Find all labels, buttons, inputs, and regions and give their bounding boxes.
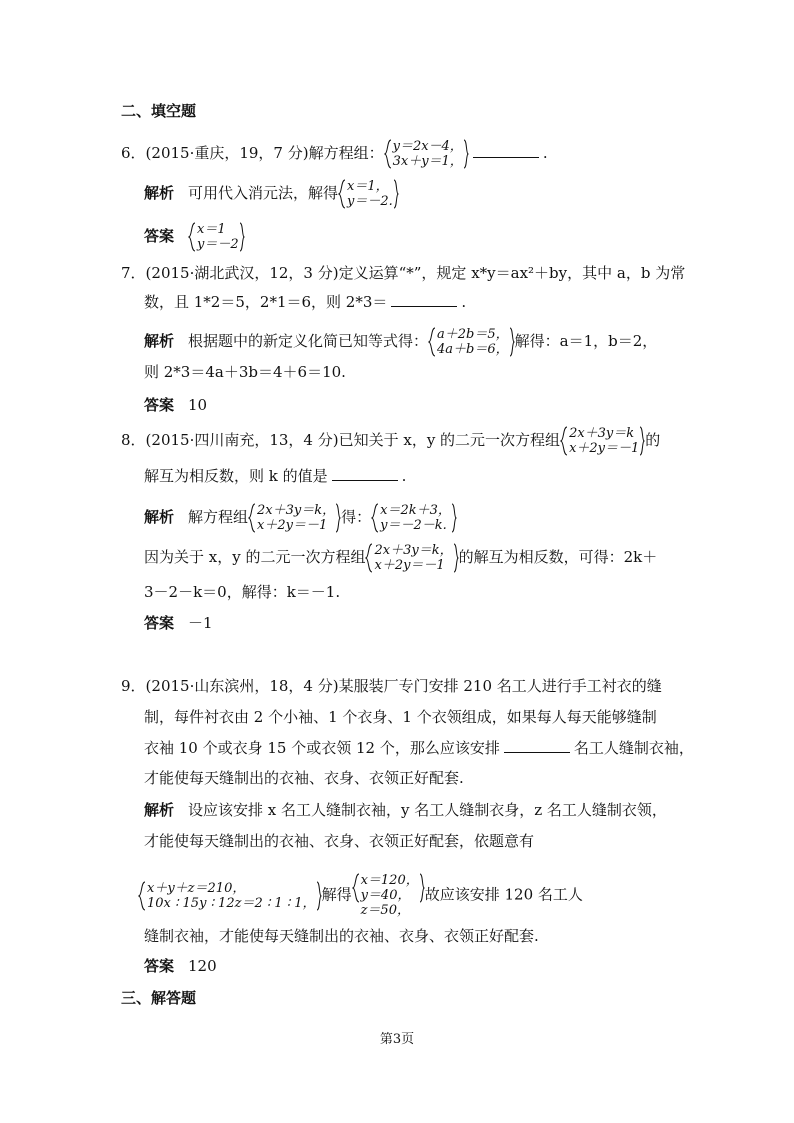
q8-analysis-sys2-row-1: x＝2k＋3， (380, 503, 451, 518)
q8-stem-row-2: x＋2y＝－1 (569, 441, 640, 456)
q7-analysis-row-2: 4a＋b＝6， (437, 342, 509, 357)
q9-answer-value: 120 (188, 957, 217, 975)
section-answer-heading: 三、解答题 (121, 989, 197, 1007)
q9-answer (144, 956, 217, 976)
q9-sys2-row-3: z＝50， (360, 903, 410, 918)
q6-answer-label: 答案 (144, 227, 175, 245)
q9-analysis-line-4: 缝制衣袖，才能使每天缝制出的衣袖、衣身、衣领正好配套. (144, 927, 539, 945)
q9-solution-system (352, 873, 425, 918)
question-8-stem-line-2 (144, 466, 406, 486)
q9-stem-3-text: 衣袖 10 个或衣身 15 个或衣领 12 个，那么应该安排 (144, 739, 500, 757)
q9-sys2-row-1: x＝120， (360, 873, 419, 888)
q8-line2-text-end: 的解互为相反数，可得：2k＋ (458, 548, 658, 566)
q7-analysis-text: 根据题中的新定义化简已知等式得： (188, 332, 429, 350)
q6-answer-system (188, 222, 245, 252)
q8-analysis-line-3: 3－2－k＝0，解得：k＝－1. (144, 583, 341, 601)
q9-answer-label: 答案 (144, 957, 175, 975)
q7-analysis-line-2: 则 2*3＝4a＋3b＝4＋6＝10. (144, 363, 346, 381)
q6-analysis-row-1: x＝1， (347, 179, 389, 194)
q8-analysis-label: 解析 (144, 508, 175, 526)
q9-equation-system (138, 881, 322, 911)
q8-stem-row-1: 2x＋3y＝k (569, 426, 635, 441)
q9-analysis-line-2: 才能使每天缝制出的衣袖、衣身、衣领正好配套，依题意有 (144, 832, 535, 850)
q8-analysis-line-2 (144, 543, 657, 573)
q8-stem-2-end: . (401, 467, 407, 485)
q6-answer (144, 222, 245, 252)
q9-stem-3-end: 名工人缝制衣袖， (573, 739, 694, 757)
q8-answer (144, 613, 213, 633)
q6-analysis-system (338, 179, 399, 209)
q8-stem-system (560, 426, 645, 456)
q7-analysis-result: 解得：a＝1，b＝2， (514, 332, 658, 350)
question-8-stem-line-1 (121, 426, 660, 456)
q8-analysis-sys1-row-1: 2x＋3y＝k， (257, 503, 336, 518)
q8-stem-2-text: 解互为相反数，则 k 的值是 (144, 467, 328, 485)
q6-analysis-label: 解析 (144, 184, 175, 202)
q8-analysis-text: 解方程组 (188, 508, 249, 526)
q6-stem-text: 6．(2015·重庆，19，7 分)解方程组： (121, 144, 384, 162)
q8-analysis (144, 503, 457, 533)
q6-analysis (144, 179, 399, 209)
q8-analysis-sys1-row-2: x＋2y＝－1 (257, 518, 328, 533)
q6-answer-row-2: y＝－2 (197, 237, 239, 252)
q8-answer-label: 答案 (144, 614, 175, 632)
q8-analysis-system-1 (248, 503, 341, 533)
page-number: 第3页 (379, 1032, 415, 1047)
q6-analysis-row-2: y＝－2. (347, 194, 393, 209)
q7-answer-value: 10 (188, 396, 208, 414)
q8-answer-value: －1 (188, 614, 213, 632)
q8-analysis-sys2-row-2: y＝－2－k. (380, 518, 447, 533)
q6-equation-system (384, 139, 469, 169)
q7-answer-blank (391, 292, 457, 307)
q6-sys-row-2: 3x＋y＝1， (392, 154, 463, 169)
q7-answer (144, 395, 207, 415)
question-7-stem-line-1: 7．(2015·湖北武汉，12，3 分)定义运算“*”，规定 x*y＝ax²＋by，其中 a，b 为常 (121, 264, 686, 282)
q8-line2-system (365, 543, 458, 573)
q9-conclusion-text: 故应该安排 120 名工人 (424, 885, 583, 904)
q6-stem-end: . (542, 144, 548, 162)
q9-sys1-row-1: x＋y＋z＝210， (147, 880, 246, 896)
q8-answer-blank (332, 466, 398, 481)
q7-stem-text: 数，且 1*2＝5，2*1＝6，则 2*3＝ (144, 293, 388, 311)
q9-analysis-line-1 (144, 800, 667, 820)
section-fill-blank-heading: 二、填空题 (121, 102, 197, 120)
q7-stem-end: . (461, 293, 467, 311)
q8-line2-text: 因为关于 x，y 的二元一次方程组 (144, 548, 366, 566)
question-9-stem-line-4: 才能使每天缝制出的衣袖、衣身、衣领正好配套. (144, 769, 464, 787)
question-7-stem-line-2 (144, 292, 466, 312)
question-9-stem-line-2: 制，每件衬衣由 2 个小袖、1 个衣身、1 个衣领组成，如果每人每天能够缝制 (144, 708, 657, 726)
q9-sys2-row-2: y＝40， (360, 888, 411, 903)
question-9-stem-line-1: 9．(2015·山东滨州，18，4 分)某服装厂专门安排 210 名工人进行手工衬衣的缝 (121, 677, 662, 695)
question-9-stem-line-3 (144, 738, 694, 758)
q9-answer-blank (504, 738, 570, 753)
q9-solve-text: 解得 (321, 885, 352, 904)
q6-sys-row-1: y＝2x－4， (392, 139, 463, 154)
q7-answer-label: 答案 (144, 396, 175, 414)
q8-analysis-text-2: 得： (341, 508, 372, 526)
q8-line2-row-1: 2x＋3y＝k， (374, 543, 453, 558)
q9-analysis-line-3 (138, 873, 583, 918)
q6-answer-blank (473, 143, 539, 158)
q8-line2-row-2: x＋2y＝－1 (374, 558, 445, 573)
q6-analysis-text: 可用代入消元法，解得 (188, 184, 339, 202)
q8-stem-text-end: 的 (645, 431, 661, 449)
question-6-stem (121, 139, 548, 169)
q9-sys1-row-2: 10x ∶ 15y ∶ 12z＝2 ∶ 1 ∶ 1， (147, 895, 316, 911)
q9-analysis-label: 解析 (144, 801, 175, 819)
q7-analysis-system (428, 327, 515, 357)
q8-analysis-system-2 (371, 503, 457, 533)
q7-analysis-row-1: a＋2b＝5， (437, 327, 509, 342)
q7-analysis-label: 解析 (144, 332, 175, 350)
q9-analysis-text-1: 设应该安排 x 名工人缝制衣袖，y 名工人缝制衣身，z 名工人缝制衣领， (188, 801, 667, 819)
q6-answer-row-1: x＝1 (197, 222, 226, 237)
q7-analysis (144, 327, 657, 357)
q8-stem-text: 8．(2015·四川南充，13，4 分)已知关于 x，y 的二元一次方程组 (121, 431, 561, 449)
